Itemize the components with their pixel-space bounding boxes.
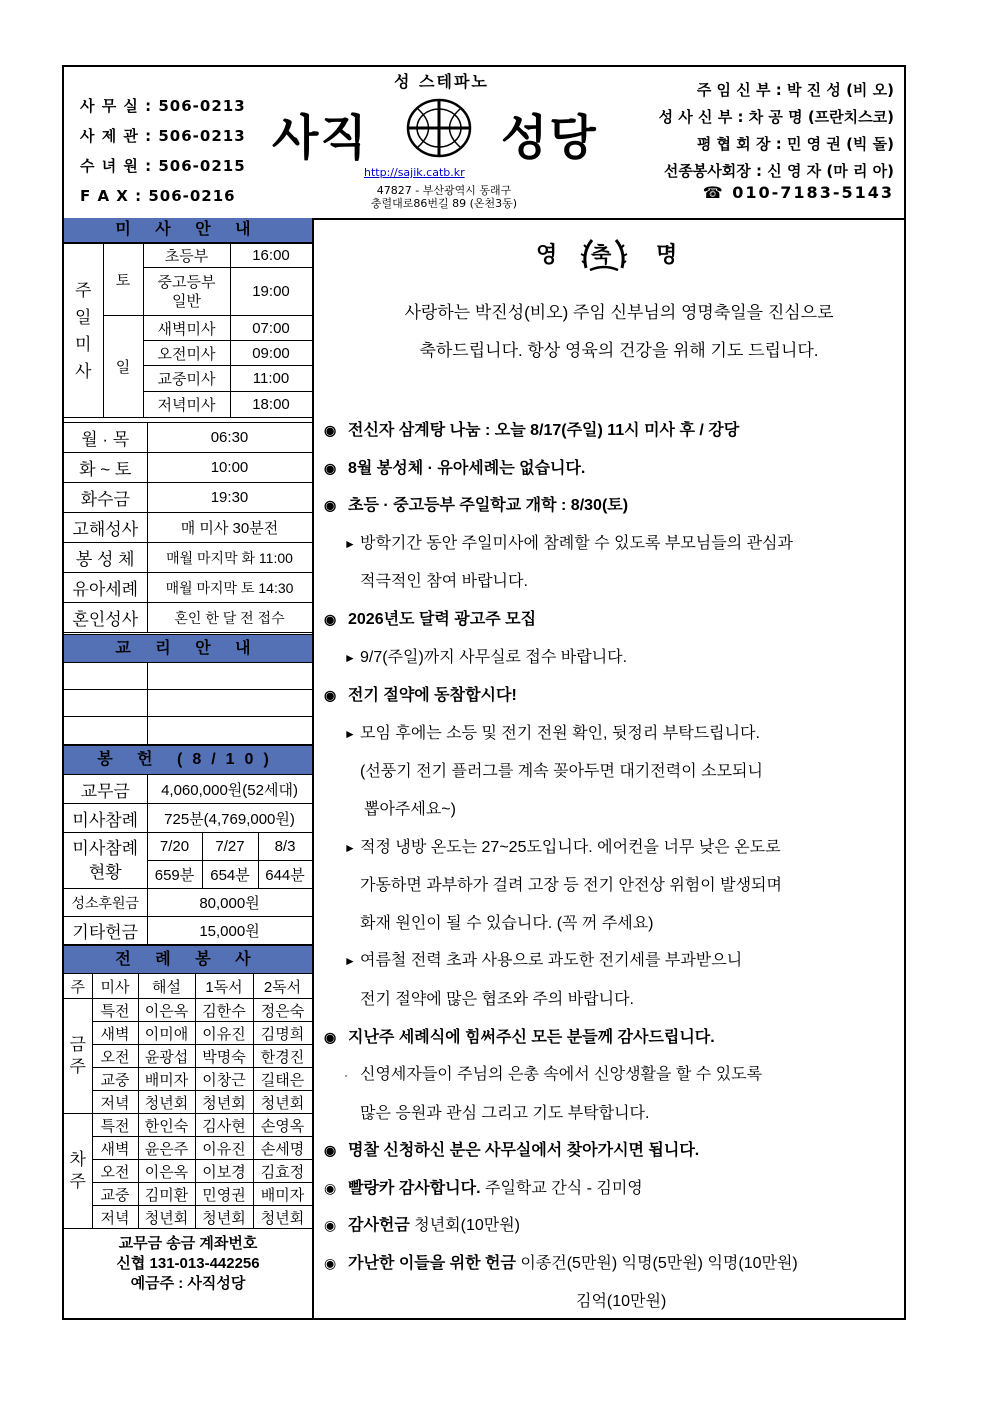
notice-detail: 뽑아주세요~) xyxy=(364,800,456,818)
mass-time: 16:00 xyxy=(230,244,312,268)
sunday-mass-table xyxy=(64,243,313,418)
notice-detail: 많은 응원과 관심 그리고 기도 부탁합니다. xyxy=(360,1104,650,1122)
arrow-icon: ► xyxy=(344,536,356,551)
celebration-badge-icon xyxy=(580,234,628,272)
reader-1: 청년회 xyxy=(195,1091,253,1114)
liturgy-header: 미사 xyxy=(92,974,138,999)
telephone-icon: ☎ xyxy=(702,183,733,202)
contact-list xyxy=(80,91,246,211)
mass-slot: 교중 xyxy=(92,1068,138,1091)
staff-funeral-ministry-head: 선종봉사회장 : 신 영 자 (마 리 아) xyxy=(663,162,894,180)
header xyxy=(64,67,904,220)
vocation-offering-label: 성소후원금 xyxy=(64,889,147,917)
staff-pastor: 주 임 신 부 : 박 진 성 (비 오) xyxy=(696,81,894,99)
phone-number: ☎ 010-7183-5143 xyxy=(702,183,894,202)
bullet-icon: ◉ xyxy=(324,1255,337,1272)
weekday-time: 06:30 xyxy=(147,423,312,453)
bullet-icon: ◉ xyxy=(324,1217,337,1234)
feast-title xyxy=(536,238,678,269)
doctrine-cell xyxy=(64,663,147,690)
reader-1: 박명숙 xyxy=(195,1045,253,1068)
commentator: 이미애 xyxy=(138,1022,195,1045)
attendance-date: 8/3 xyxy=(258,833,312,861)
confession-label: 고해성사 xyxy=(64,513,147,543)
weekday-name: 화 ~ 토 xyxy=(64,453,147,483)
arrow-icon: ► xyxy=(344,726,356,741)
liturgy-header: 주 xyxy=(64,974,92,999)
bullet-icon: ◉ xyxy=(324,1142,337,1159)
confession-time: 매 미사 30분전 xyxy=(147,513,312,543)
notice-detail: ► 방학기간 동안 주일미사에 참례할 수 있도록 부모님들의 관심과 xyxy=(324,525,902,564)
liturgy-service-table xyxy=(64,973,313,1229)
reader-1: 김한수 xyxy=(195,999,253,1022)
notice-list xyxy=(324,412,902,1320)
attendance-count: 659분 xyxy=(147,861,202,889)
notice-detail: ► 9/7(주일)까지 사무실로 접수 바랍니다. xyxy=(324,639,902,678)
commentator: 이은옥 xyxy=(138,999,195,1022)
mass-name: 교중미사 xyxy=(143,366,230,392)
mass-slot: 교중 xyxy=(92,1183,138,1206)
notice-detail: 전기 절약에 많은 협조와 주의 바랍니다. xyxy=(360,990,634,1008)
mass-time: 19:00 xyxy=(230,268,312,316)
commentator: 이은옥 xyxy=(138,1160,195,1183)
reader-1: 김사현 xyxy=(195,1114,253,1137)
church-website-link[interactable]: http://sajik.catb.kr xyxy=(364,166,465,179)
mass-time: 18:00 xyxy=(230,392,312,418)
commentator: 윤광섭 xyxy=(138,1045,195,1068)
liturgy-header: 2독서 xyxy=(253,974,312,999)
doctrine-cell xyxy=(64,717,147,745)
announcements xyxy=(314,218,904,1318)
weekday-name: 월 · 목 xyxy=(64,423,147,453)
mass-slot: 특전 xyxy=(92,1114,138,1137)
bank-holder: 예금주 : 사직성당 xyxy=(130,1275,246,1292)
mass-name: 새벽미사 xyxy=(143,316,230,341)
notice-item: ◉ 전신자 삼계탕 나눔 : 오늘 8/17(주일) 11시 미사 후 / 강당 xyxy=(324,412,902,450)
notice-detail: ► 여름철 전력 초과 사용으로 과도한 전기세를 부과받으니 xyxy=(324,942,902,981)
mass-slot: 오전 xyxy=(92,1045,138,1068)
bullet-icon: ◉ xyxy=(324,459,337,476)
contact-fax: F A X : 506-0216 xyxy=(80,187,236,205)
vocation-offering-value: 80,000원 xyxy=(147,889,312,917)
mass-slot: 새벽 xyxy=(92,1137,138,1160)
address-line-1: 47827 - 부산광역시 동래구 xyxy=(376,184,512,197)
feast-message-line-2: 축하드립니다. 항상 영육의 건강을 위해 기도 드립니다. xyxy=(419,341,819,360)
commentator: 청년회 xyxy=(138,1091,195,1114)
infant-baptism-label: 유아세례 xyxy=(64,573,147,603)
weekday-time: 19:30 xyxy=(147,483,312,513)
notice-item: ◉ 감사헌금 청년회(10만원) xyxy=(324,1207,902,1245)
notice-item: ◉ 8월 봉성체 · 유아세례는 없습니다. xyxy=(324,450,902,488)
sunday-mass-label: 주 일 미 사 xyxy=(64,244,103,418)
notice-detail: 김억(10만원) xyxy=(576,1292,667,1310)
doctrine-cell xyxy=(64,690,147,717)
notice-item: ◉ 2026년도 달력 광고주 모집 xyxy=(324,601,902,639)
bank-title: 교무금 송금 계좌번호 xyxy=(118,1235,258,1252)
weekday-mass-table xyxy=(64,422,313,633)
contact-office: 사 무 실 : 506-0213 xyxy=(80,97,246,115)
commentator: 김미환 xyxy=(138,1183,195,1206)
reader-2: 한경진 xyxy=(253,1045,312,1068)
attendance-count: 654분 xyxy=(202,861,258,889)
mass-slot: 특전 xyxy=(92,999,138,1022)
offering-name: 교무금 xyxy=(64,775,147,804)
reader-1: 민영권 xyxy=(195,1183,253,1206)
next-week-label: 차 주 xyxy=(64,1114,92,1229)
notice-detail: (선풍기 전기 플러그를 계속 꽂아두면 대기전력이 소모되니 xyxy=(360,763,763,781)
notice-item: ◉ 빨랑카 감사합니다. 주일학교 간식 - 김미영 xyxy=(324,1170,902,1208)
commentator: 청년회 xyxy=(138,1206,195,1229)
attendance-date: 7/20 xyxy=(147,833,202,861)
marriage-time: 혼인 한 달 전 접수 xyxy=(147,603,312,633)
address-line-2: 충렬대로86번길 89 (온천3동) xyxy=(370,197,518,210)
feast-title-right: 명 xyxy=(656,242,678,267)
contact-rectory: 사 제 관 : 506-0213 xyxy=(80,127,246,145)
mass-slot: 저녁 xyxy=(92,1091,138,1114)
notice-item: ◉ 전기 절약에 동참합시다! xyxy=(324,677,902,715)
mass-name: 중고등부 일반 xyxy=(143,268,230,316)
attendance-count: 644분 xyxy=(258,861,312,889)
offering-title: 봉 헌 (8/10) xyxy=(64,745,312,775)
reader-2: 정은숙 xyxy=(253,999,312,1022)
mass-slot: 오전 xyxy=(92,1160,138,1183)
bullet-icon: ◉ xyxy=(324,687,337,704)
saturday-label: 토 xyxy=(103,244,143,316)
reader-1: 이유진 xyxy=(195,1022,253,1045)
reader-2: 배미자 xyxy=(253,1183,312,1206)
staff-list xyxy=(659,77,894,185)
notice-detail: · 신영세자들이 주님의 은총 속에서 신앙생활을 할 수 있도록 xyxy=(324,1056,902,1095)
attendance-date: 7/27 xyxy=(202,833,258,861)
reader-2: 청년회 xyxy=(253,1206,312,1229)
communion-label: 봉 성 체 xyxy=(64,543,147,573)
doctrine-cell xyxy=(147,690,312,717)
doctrine-cell xyxy=(147,717,312,745)
notice-item: ◉ 초등 · 중고등부 주일학교 개학 : 8/30(토) xyxy=(324,487,902,525)
church-subtitle: 성 스테파노 xyxy=(394,72,489,91)
infant-baptism-time: 매월 마지막 토 14:30 xyxy=(147,573,312,603)
contact-convent: 수 녀 원 : 506-0215 xyxy=(80,157,246,175)
arrow-icon: ► xyxy=(344,650,356,665)
commentator: 윤은주 xyxy=(138,1137,195,1160)
other-offering-label: 기타헌금 xyxy=(64,917,147,945)
mass-name: 저녁미사 xyxy=(143,392,230,418)
bulletin-frame xyxy=(62,65,906,1320)
arrow-icon: ► xyxy=(344,840,356,855)
mass-slot: 저녁 xyxy=(92,1206,138,1229)
mass-name: 오전미사 xyxy=(143,341,230,366)
offering-value: 725분(4,769,000원) xyxy=(147,804,312,833)
offering-value: 4,060,000원(52세대) xyxy=(147,775,312,804)
bullet-icon: ◉ xyxy=(324,497,337,514)
church-logo-icon xyxy=(404,97,474,159)
bank-account: 신협 131-013-442256 xyxy=(116,1255,260,1272)
doctrine-cell xyxy=(147,663,312,690)
bullet-icon: ◉ xyxy=(324,610,337,627)
church-address xyxy=(344,184,544,210)
mass-slot: 새벽 xyxy=(92,1022,138,1045)
feast-message-line-1: 사랑하는 박진성(비오) 주임 신부님의 영명축일을 진심으로 xyxy=(404,303,834,322)
bullet-icon: ◉ xyxy=(324,1028,337,1045)
other-offering-value: 15,000원 xyxy=(147,917,312,945)
liturgy-header: 1독서 xyxy=(195,974,253,999)
notice-detail: ► 모임 후에는 소등 및 전기 전원 확인, 뒷정리 부탁드립니다. xyxy=(324,715,902,754)
sunday-label: 일 xyxy=(103,316,143,418)
staff-assistant-priest: 성 사 신 부 : 차 공 명 (프란치스코) xyxy=(658,108,894,126)
liturgy-service-title: 전 례 봉 사 xyxy=(64,945,312,974)
mass-time: 07:00 xyxy=(230,316,312,341)
communion-time: 매월 마지막 화 11:00 xyxy=(147,543,312,573)
bullet-icon: ◉ xyxy=(324,1179,337,1196)
reader-1: 이창근 xyxy=(195,1068,253,1091)
reader-2: 손영옥 xyxy=(253,1114,312,1137)
reader-2: 손세명 xyxy=(253,1137,312,1160)
weekday-time: 10:00 xyxy=(147,453,312,483)
feast-title-left: 영 xyxy=(536,242,558,267)
notice-item: ◉ 가난한 이들을 위한 헌금 이종건(5만원) 익명(5만원) 익명(10만원) xyxy=(324,1245,902,1283)
weekday-name: 화수금 xyxy=(64,483,147,513)
offering-name: 미사참례 xyxy=(64,804,147,833)
commentator: 배미자 xyxy=(138,1068,195,1091)
notice-detail: 화재 원인이 될 수 있습니다. (꼭 꺼 주세요) xyxy=(360,914,654,932)
dot-icon: · xyxy=(344,1068,348,1083)
marriage-label: 혼인성사 xyxy=(64,603,147,633)
doctrine-table xyxy=(64,662,313,745)
church-name-right: 성당 xyxy=(501,110,598,166)
sidebar xyxy=(64,218,314,1318)
mass-time: 09:00 xyxy=(230,341,312,366)
reader-1: 청년회 xyxy=(195,1206,253,1229)
this-week-label: 금 주 xyxy=(64,999,92,1114)
reader-2: 김효정 xyxy=(253,1160,312,1183)
reader-2: 김명희 xyxy=(253,1022,312,1045)
church-name-left: 사직 xyxy=(272,110,369,166)
staff-council-president: 평 협 회 장 : 민 영 권 (빅 돌) xyxy=(696,135,894,153)
mass-name: 초등부 xyxy=(143,244,230,268)
reader-1: 이보경 xyxy=(195,1160,253,1183)
notice-item: ◉ 지난주 세례식에 힘써주신 모든 분들께 감사드립니다. xyxy=(324,1019,902,1057)
liturgy-header: 해설 xyxy=(138,974,195,999)
arrow-icon: ► xyxy=(344,954,356,969)
notice-detail: ► 적정 냉방 온도는 27~25도입니다. 에어컨을 너무 낮은 온도로 xyxy=(324,829,902,868)
bank-account-info xyxy=(64,1234,312,1294)
reader-2: 청년회 xyxy=(253,1091,312,1114)
reader-2: 길태은 xyxy=(253,1068,312,1091)
doctrine-guide-title: 교 리 안 내 xyxy=(64,634,312,663)
reader-1: 이유진 xyxy=(195,1137,253,1160)
mass-guide-title: 미 사 안 내 xyxy=(64,218,312,243)
notice-detail: 가동하면 과부하가 걸려 고장 등 전기 안전상 위험이 발생되며 xyxy=(360,877,782,895)
mass-time: 11:00 xyxy=(230,366,312,392)
celebration-badge-text: 축 xyxy=(591,244,612,267)
bullet-icon: ◉ xyxy=(324,422,337,438)
offering-table xyxy=(64,774,313,945)
attendance-label: 미사참례 현황 xyxy=(64,833,147,889)
notice-detail: 적극적인 참여 바랍니다. xyxy=(360,573,528,591)
feast-message xyxy=(354,294,884,370)
commentator: 한인숙 xyxy=(138,1114,195,1137)
notice-item: ◉ 명찰 신청하신 분은 사무실에서 찾아가시면 됩니다. xyxy=(324,1132,902,1170)
